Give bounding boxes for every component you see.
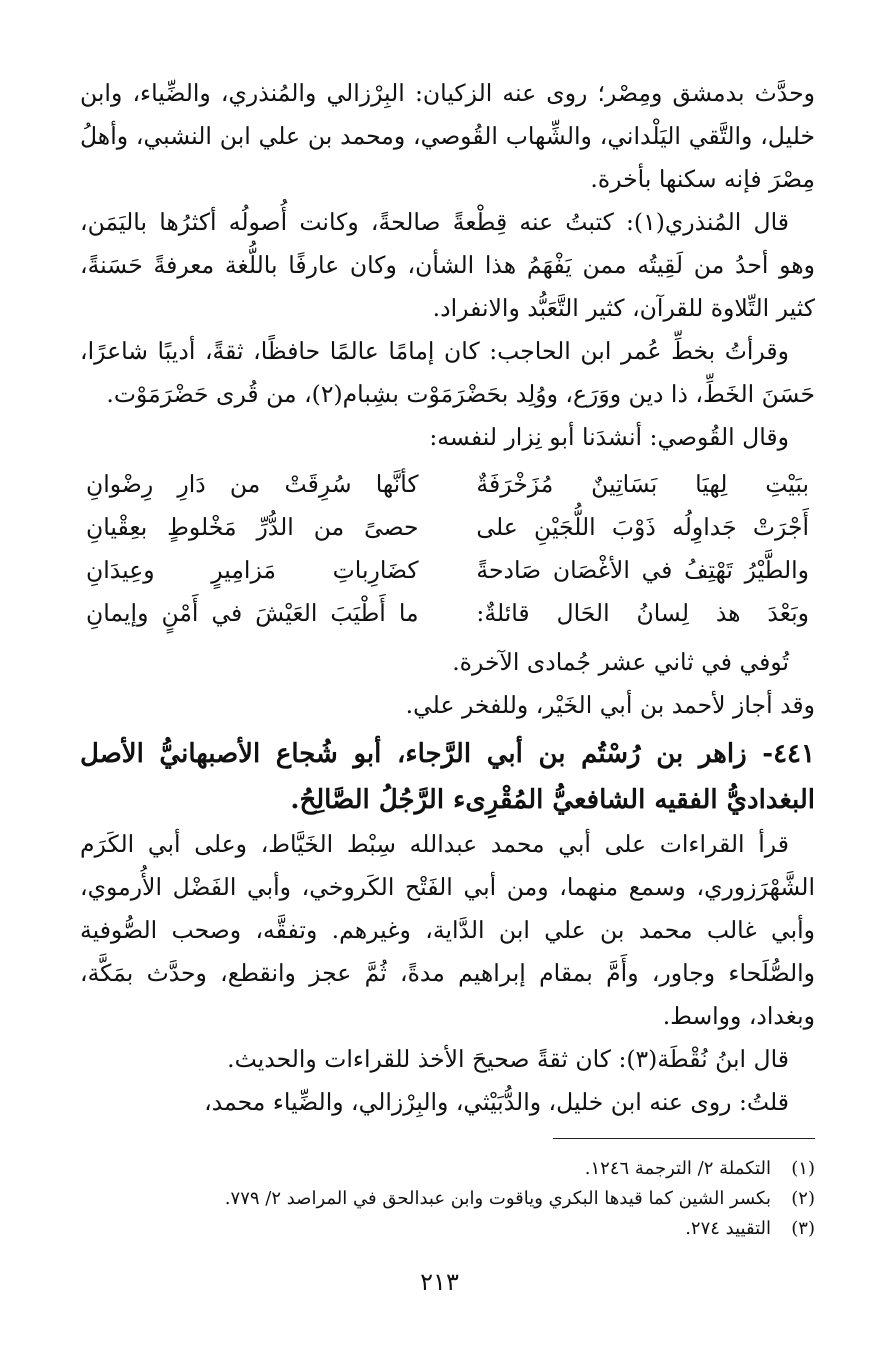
paragraph: وقد أجاز لأحمد بن أبي الخَيْر، وللفخر علي. [405,691,815,719]
page-number: ٢١٣ [420,1268,459,1296]
poem-verse [80,592,815,635]
footnote-text: التقييد ٢٧٤. [685,1218,771,1239]
paragraph: قال المُنذري(١): كتبتُ عنه قِطْعةً صالحةً، وكانت أُصولُه أكثرُها باليَمَن، وهو أحدُ من لَقِيتُه ممن يَفْهَمُ هذا الشأن، وكان عارفًا باللُّغة معرفةً حَسَنةً، كثير التِّلاوة للقرآن، كثير التَّعَبُّد والانفراد. [80,208,815,322]
footnote-number: (٣) [791,1218,815,1239]
footnotes [80,1154,815,1244]
paragraph: تُوفي في ثاني عشر جُمادى الآخرة. [452,648,789,676]
verse-second-hemistich: ما أَطْيَبَ العَيْشَ في أَمْنٍ وإيمانِ [86,599,419,627]
verse-first-hemistich: والطَّيْرُ تَهْتِفُ في الأغْصَان صَادحةً [476,556,809,584]
verse-first-hemistich: أَجْرَتْ جَداوِلُه ذَوْبَ اللُّجَيْنِ على [476,513,809,541]
paragraph: وحدَّث بدمشق ومِصْر؛ روى عنه الزكيان: البِرْزالي والمُنذري، والضِّياء، وابن خليل، والتَّقي اليَلْداني، والشِّهاب القُوصي، ومحمد بن علي ابن النشبي، وأهلُ مِصْرَ فإنه سكنها بأخرة. [80,79,815,193]
paragraph: وقرأتُ بخطِّ عُمر ابن الحاجب: كان إمامًا عالمًا حافظًا، ثقةً، أديبًا شاعرًا، حَسَنَ الخَطِّ، ذا دين ووَرَع، ووُلِد بحَضْرَمَوْت بشِبام(٢)، من قُرى حَضْرَمَوْت. [80,337,815,408]
poem-verse [80,463,815,506]
verse-first-hemistich: ببَيْتِ لِهيَا بَسَاتِينٌ مُزَخْرَفَةٌ [476,470,809,498]
verse-first-hemistich: وبَعْدَ هذ لِسانُ الحَال قائلةٌ: [476,599,809,627]
verse-second-hemistich: كأنَّها سُرِقَتْ من دَارِ رِضْوانِ [86,470,419,498]
footnote [80,1184,815,1214]
poem-verse [80,506,815,549]
footnote [80,1214,815,1244]
poem [80,463,815,635]
verse-second-hemistich: حصىً من الدُّرِّ مَخْلوطٍ بعِقْيانِ [86,513,419,541]
paragraph: قال ابنُ نُقْطَة(٣): كان ثقةً صحيحَ الأخذ للقراءات والحديث. [227,1045,789,1073]
main-text [80,72,815,1124]
footnote-number: (٢) [791,1188,815,1209]
poem-verse [80,549,815,592]
footnote-text: بكسر الشين كما قيدها البكري وياقوت وابن عبدالحق في المراصد ٢/ ٧٧٩. [224,1188,771,1209]
footnote-text: التكملة ٢/ الترجمة ١٢٤٦. [584,1158,771,1179]
paragraph: قرأ القراءات على أبي محمد عبدالله سِبْط الخَيَّاط، وعلى أبي الكَرَم الشَّهْرَزوري، وسمع منهما، ومن أبي الفَتْح الكَروخي، وأبي الفَضْل الأُرموي، وأبي غالب محمد بن علي ابن الدَّاية، وغيرهم. وتفقَّه، وصحب الصُّوفية والصُّلَحاء وجاور، وأَمَّ بمقام إبراهيم مدةً، ثُمَّ عجز وانقطع، وحدَّث بمَكَّة، وبغداد، وواسط. [80,830,815,1030]
footnote-separator [553,1138,815,1139]
paragraph: وقال القُوصي: أنشدَنا أبو نِزار لنفسه: [429,423,789,451]
entry-heading: ٤٤١- زاهر بن رُسْتُم بن أبي الرَّجاء، أبو شُجاع الأصبهانيُّ الأصل البغداديُّ الفقيه الشافعيُّ المُقْرِىء الرَّجُلُ الصَّالِحُ. [80,739,815,815]
footnote-number: (١) [791,1158,815,1179]
footnote [80,1154,815,1184]
paragraph: قلتُ: روى عنه ابن خليل، والدُّبَيْثي، والبِرْزالي، والضِّياء محمد، [204,1088,789,1116]
verse-second-hemistich: كضَارِباتِ مَزامِيرٍ وعِيدَانِ [86,556,419,584]
